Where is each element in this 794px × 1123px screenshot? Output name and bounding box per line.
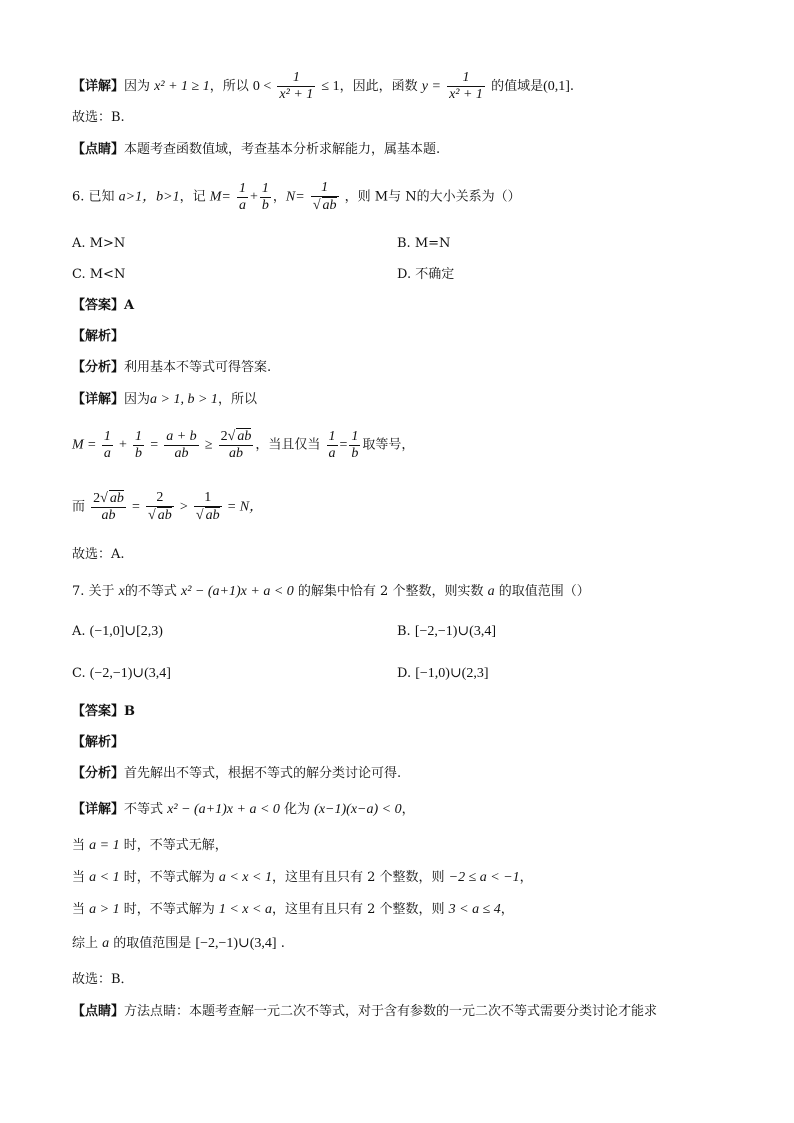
q7-summary [72, 934, 285, 954]
text: ，这里有且只有 2 个整数，则 [271, 870, 449, 885]
text: 的取值范围是 [109, 936, 196, 951]
math-a: a [487, 584, 495, 599]
sqrt-content: ab [322, 198, 337, 213]
q6-detail [72, 390, 257, 410]
text: ， [500, 902, 514, 917]
fraction [327, 429, 338, 462]
q7-option-d [397, 664, 489, 684]
q5-detail-line [72, 70, 574, 103]
math-y: y = [421, 79, 441, 94]
text: ，所以 [209, 79, 249, 94]
q6-option-b: B. M=N [397, 236, 451, 251]
math-inequality: x² − (a+1)x + a < 0 [181, 584, 294, 599]
text: 取等号， [362, 437, 415, 453]
text: 化为 [279, 802, 315, 817]
option-value: [−2,−1)∪(3,4] [414, 624, 496, 639]
math-interval: (0,1] [543, 79, 570, 94]
fraction [311, 180, 339, 214]
fraction-numerator: 1 [103, 428, 111, 444]
fraction-numerator: 1 [204, 490, 212, 505]
fraction-numerator: 1 [238, 180, 246, 196]
option-label: A. [72, 624, 86, 639]
fraction-denominator: a [328, 445, 336, 461]
q6-option-a: A. M>N [72, 236, 126, 251]
q7-stem [72, 582, 590, 602]
fraction-numerator: 1 [351, 428, 359, 444]
fraction-denominator: b [135, 445, 143, 461]
coefficient: 2 [93, 491, 101, 506]
fraction-numerator: 1 [135, 428, 143, 444]
q5-choose: 故选：B. [72, 110, 125, 125]
sqrt-content: ab [237, 429, 252, 444]
q6-option-d: D. 不确定 [397, 267, 455, 282]
fraction-denominator: ab [91, 507, 126, 524]
text: ，当且仅当 [255, 437, 321, 453]
math-condition: a = 1 [89, 838, 120, 853]
q6-analysis [72, 358, 271, 378]
text: 因为 [124, 79, 151, 94]
fraction-numerator [91, 490, 126, 507]
comment-text: 方法点睛：本题考查解一元二次不等式，对于含有参数的一元二次不等式需要分类讨论才能求 [124, 1004, 658, 1019]
text: 因为 [124, 392, 151, 407]
text: 时，不等式解为 [119, 902, 219, 917]
q7-comment [72, 1002, 657, 1022]
comment-tag: 【点睛】 [72, 142, 125, 157]
comment-tag: 【点睛】 [72, 1004, 125, 1019]
q7-option-b [397, 622, 496, 642]
equals-sign: = [339, 437, 348, 453]
math-N: N= [285, 189, 305, 205]
q6-analysis-title: 【解析】 [72, 329, 125, 344]
text: 6. 已知 [72, 189, 119, 205]
sqrt-content: ab [205, 508, 220, 523]
math-range: 3 < a ≤ 4 [448, 902, 501, 917]
math-range: −2 ≤ a < −1 [448, 870, 520, 885]
fraction-denominator [311, 196, 339, 214]
ge-sign: ≥ [204, 437, 213, 453]
q7-case-1 [72, 836, 228, 856]
fraction-numerator: 1 [292, 70, 300, 85]
option-value: (−2,−1)∪(3,4] [89, 666, 171, 681]
text: 当 [72, 870, 90, 885]
text: ，则 M与 N的大小关系为（） [344, 189, 521, 205]
fraction [260, 181, 271, 214]
q6-option-c: C. M<N [72, 267, 126, 282]
fraction [447, 70, 485, 103]
fraction [219, 428, 254, 462]
q6-equation-1 [72, 428, 414, 462]
fraction [164, 429, 198, 462]
math-condition: a>1，b>1 [118, 189, 180, 205]
fraction-denominator: x² + 1 [279, 87, 314, 102]
fraction [349, 429, 360, 462]
q7-option-a [72, 622, 163, 642]
text: . [276, 936, 285, 951]
q7-case-3 [72, 900, 514, 920]
sqrt-sign: √ [100, 491, 108, 506]
text: 时，不等式无解， [119, 838, 228, 853]
fraction-denominator: b [351, 445, 359, 461]
fraction [102, 429, 113, 462]
text: 时，不等式解为 [119, 870, 219, 885]
fraction-numerator: 1 [261, 180, 269, 196]
text: 7. 关于 [72, 584, 119, 599]
math-range: [−2,−1)∪(3,4] [195, 936, 277, 951]
option-label: C. [72, 666, 86, 681]
fraction-denominator [194, 506, 222, 524]
equals-sign: = [150, 437, 159, 453]
math-x: x [118, 584, 125, 599]
fraction [194, 490, 222, 524]
text: 的取值范围（） [494, 584, 590, 599]
sqrt-content: ab [109, 491, 124, 506]
equals-sign: = [87, 437, 96, 453]
fraction [91, 490, 126, 524]
q7-analysis-title: 【解析】 [72, 735, 125, 750]
fraction-numerator [219, 428, 254, 445]
q7-case-2 [72, 868, 533, 888]
fraction-numerator: 1 [462, 70, 470, 85]
math-solution: 1 < x < a [218, 902, 272, 917]
analysis-text: 首先解出不等式，根据不等式的解分类讨论可得. [124, 766, 402, 781]
q7-answer: 【答案】B [72, 704, 135, 719]
math-a: a [102, 936, 110, 951]
analysis-tag: 【分析】 [72, 766, 125, 781]
math-condition: x² + 1 ≥ 1 [154, 79, 210, 94]
text: ， [401, 802, 415, 817]
text: 综上 [72, 936, 103, 951]
math-condition: a > 1 [89, 902, 120, 917]
sqrt-sign: √ [227, 429, 236, 444]
q7-option-c [72, 664, 171, 684]
math-M: M [72, 437, 84, 453]
option-value: (−1,0]∪[2,3) [89, 624, 163, 639]
fraction-numerator: 1 [321, 180, 329, 195]
text: 不等式 [124, 802, 168, 817]
analysis-text: 利用基本不等式可得答案. [124, 360, 272, 375]
equals-sign: = [227, 499, 236, 515]
fraction [133, 429, 144, 462]
q6-answer: 【答案】A [72, 298, 135, 313]
text: . [569, 79, 575, 94]
text: ， [272, 189, 286, 205]
text: 的不等式 [124, 584, 182, 599]
fraction [237, 181, 248, 214]
fraction-denominator [146, 506, 174, 524]
fraction-numerator: a + b [166, 428, 197, 444]
option-label: B. [397, 624, 411, 639]
fraction-denominator: ab [219, 445, 254, 462]
sqrt-sign: √ [195, 508, 204, 523]
math-inequality: x² − (a+1)x + a < 0 [167, 802, 280, 817]
math-condition: a > 1, b > 1 [150, 392, 218, 407]
math-lhs: 0 < [252, 79, 272, 94]
text: 当 [72, 838, 90, 853]
option-value: [−1,0)∪(2,3] [415, 666, 489, 681]
q7-analysis [72, 764, 401, 784]
text: ，所以 [217, 392, 257, 407]
detail-tag: 【详解】 [72, 392, 125, 407]
plus-sign: + [249, 189, 258, 205]
text: ， [519, 870, 533, 885]
fraction-denominator: ab [164, 445, 198, 462]
math-inequality-factored: (x−1)(x−a) < 0 [314, 802, 402, 817]
gt-sign: > [179, 499, 188, 515]
fraction-denominator: b [261, 197, 269, 213]
math-N: N， [239, 499, 264, 515]
text: ，因此，函数 [339, 79, 418, 94]
text: ，记 [179, 189, 210, 205]
fraction-denominator: a [103, 445, 111, 461]
comment-text: 本题考查函数值域，考查基本分析求解能力，属基本题. [124, 142, 441, 157]
math-le: ≤ 1 [321, 79, 340, 94]
text: 而 [72, 499, 86, 515]
math-solution: a < x < 1 [218, 870, 272, 885]
math-condition: a < 1 [89, 870, 120, 885]
detail-tag: 【详解】 [72, 802, 125, 817]
fraction-denominator: x² + 1 [449, 87, 483, 102]
math-M: M= [209, 189, 231, 205]
fraction [277, 70, 315, 103]
q7-detail [72, 800, 415, 820]
fraction-numerator: 2 [156, 490, 164, 505]
text: 的值域是 [491, 79, 544, 94]
analysis-tag: 【分析】 [72, 360, 125, 375]
q6-equation-2 [72, 490, 263, 524]
sqrt-sign: √ [312, 198, 321, 213]
coefficient: 2 [220, 429, 228, 444]
text: ，这里有且只有 2 个整数，则 [271, 902, 449, 917]
option-label: D. [397, 666, 412, 681]
text: 当 [72, 902, 90, 917]
text: 的解集中恰有 2 个整数，则实数 [293, 584, 488, 599]
sqrt-sign: √ [148, 508, 156, 523]
q6-stem [72, 180, 521, 214]
q6-choose: 故选：A. [72, 547, 125, 562]
fraction-denominator: a [238, 197, 246, 213]
equals-sign: = [131, 499, 140, 515]
sqrt-content: ab [157, 508, 172, 523]
q7-choose: 故选：B． [72, 972, 134, 987]
fraction [146, 490, 174, 524]
fraction-numerator: 1 [328, 428, 336, 444]
detail-tag: 【详解】 [72, 79, 125, 94]
plus-sign: + [119, 437, 127, 453]
q5-comment [72, 140, 440, 160]
